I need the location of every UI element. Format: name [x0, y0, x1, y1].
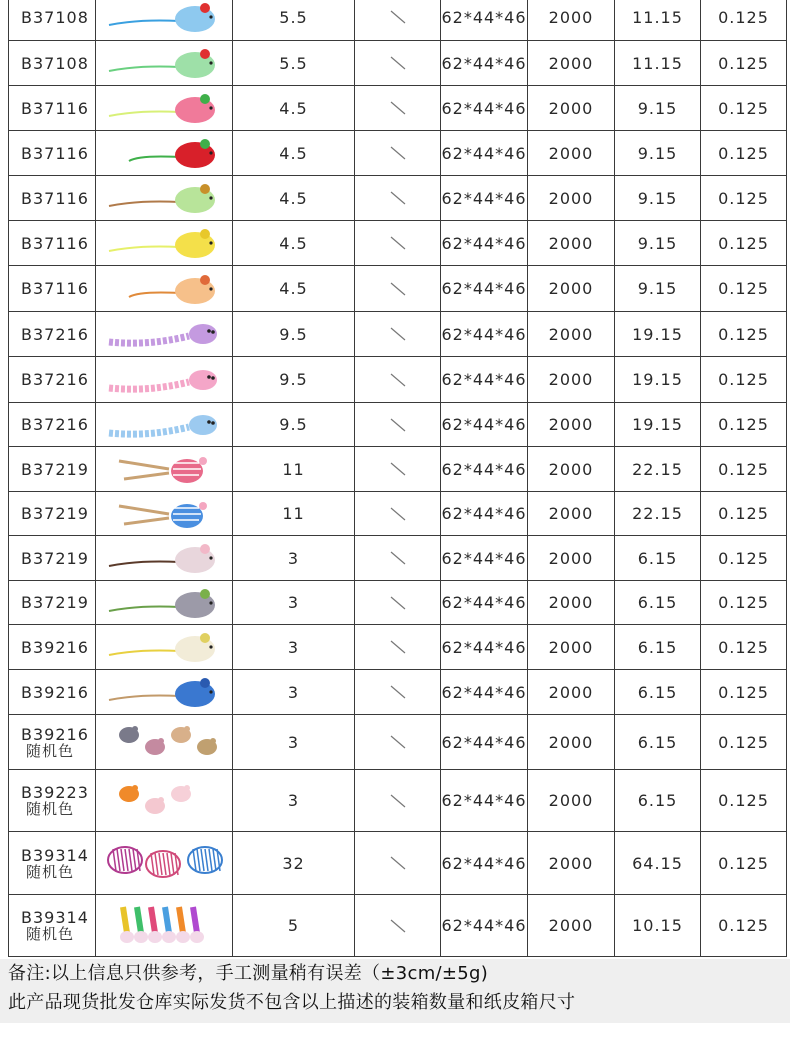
weight-cell: 5.5	[233, 0, 355, 41]
item-code-cell	[9, 895, 96, 957]
weight-cell: 3	[233, 670, 355, 715]
table-row	[9, 581, 787, 625]
volume-cell: 0.125	[701, 176, 787, 221]
volume-cell: 0.125	[701, 221, 787, 266]
remark-line-1: 备注:以上信息只供参考，手工测量稍有误差（±3cm/±5g)	[8, 963, 489, 984]
table-row	[9, 625, 787, 670]
weight-cell: 11	[233, 492, 355, 536]
cream-mouse-image	[96, 625, 233, 670]
quantity-cell: 2000	[528, 0, 615, 41]
carton-size-cell: 62*44*46	[441, 403, 528, 447]
slash-cell	[355, 86, 441, 131]
quantity-cell: 2000	[528, 176, 615, 221]
gross-weight-cell: 19.15	[615, 403, 701, 447]
stacked-mice-image	[96, 770, 233, 832]
item-code-cell	[9, 670, 96, 715]
gross-weight-cell: 6.15	[615, 670, 701, 715]
pink-sisal-feather-mouse-image	[96, 447, 233, 492]
item-code-cell	[9, 832, 96, 895]
feather-mice-image	[96, 895, 233, 957]
pink-grey-mouse-image	[96, 536, 233, 581]
item-code-cell	[9, 581, 96, 625]
slash-cell	[355, 581, 441, 625]
quantity-cell: 2000	[528, 895, 615, 957]
item-code: B39314	[21, 845, 89, 865]
volume-cell: 0.125	[701, 86, 787, 131]
gross-weight-cell: 9.15	[615, 176, 701, 221]
carton-size-cell: 62*44*46	[441, 715, 528, 770]
blue-sisal-feather-mouse-image	[96, 492, 233, 536]
green-plush-mouse-image	[96, 41, 233, 86]
weight-cell: 4.5	[233, 131, 355, 176]
quantity-cell: 2000	[528, 832, 615, 895]
item-code: B37219	[21, 459, 89, 479]
item-code: B37219	[21, 548, 89, 568]
item-code-cell	[9, 357, 96, 403]
gross-weight-cell: 9.15	[615, 266, 701, 312]
volume-cell: 0.125	[701, 312, 787, 357]
weight-cell: 5.5	[233, 41, 355, 86]
volume-cell: 0.125	[701, 625, 787, 670]
striped-mice-image	[96, 832, 233, 895]
volume-cell: 0.125	[701, 266, 787, 312]
volume-cell: 0.125	[701, 832, 787, 895]
remark-line-2: 此产品现货批发仓库实际发货不包含以上描述的装箱数量和纸皮箱尺寸	[8, 992, 576, 1013]
weight-cell: 4.5	[233, 176, 355, 221]
table-row	[9, 0, 787, 41]
item-code: B37116	[21, 188, 89, 208]
weight-cell: 3	[233, 581, 355, 625]
weight-cell: 32	[233, 832, 355, 895]
weight-cell: 3	[233, 625, 355, 670]
item-code: B39216	[21, 682, 89, 702]
volume-cell: 0.125	[701, 492, 787, 536]
slash-cell	[355, 131, 441, 176]
weight-cell: 5	[233, 895, 355, 957]
volume-cell: 0.125	[701, 670, 787, 715]
weight-cell: 9.5	[233, 357, 355, 403]
slash-cell	[355, 625, 441, 670]
carton-size-cell: 62*44*46	[441, 176, 528, 221]
table-row	[9, 832, 787, 895]
carton-size-cell: 62*44*46	[441, 832, 528, 895]
volume-cell: 0.125	[701, 715, 787, 770]
gross-weight-cell: 9.15	[615, 131, 701, 176]
pink-braided-mouse-image	[96, 357, 233, 403]
item-code-cell	[9, 625, 96, 670]
yellow-mouse-image	[96, 221, 233, 266]
quantity-cell: 2000	[528, 131, 615, 176]
carton-size-cell: 62*44*46	[441, 266, 528, 312]
volume-cell: 0.125	[701, 357, 787, 403]
color-note: 随机色	[26, 862, 75, 881]
quantity-cell: 2000	[528, 266, 615, 312]
item-code: B39223	[21, 783, 89, 802]
item-code: B37216	[21, 324, 89, 344]
item-code: B37108	[21, 7, 89, 27]
gross-weight-cell: 11.15	[615, 0, 701, 41]
table-row	[9, 536, 787, 581]
carton-size-cell: 62*44*46	[441, 770, 528, 832]
weight-cell: 4.5	[233, 266, 355, 312]
quantity-cell: 2000	[528, 221, 615, 266]
gross-weight-cell: 11.15	[615, 41, 701, 86]
slash-cell	[355, 492, 441, 536]
table-row	[9, 357, 787, 403]
gross-weight-cell: 6.15	[615, 581, 701, 625]
item-code: B39314	[21, 908, 89, 927]
carton-size-cell: 62*44*46	[441, 581, 528, 625]
volume-cell: 0.125	[701, 447, 787, 492]
table-row	[9, 221, 787, 266]
light-green-mouse-image	[96, 176, 233, 221]
table-row	[9, 770, 787, 832]
carton-size-cell: 62*44*46	[441, 895, 528, 957]
carton-size-cell: 62*44*46	[441, 41, 528, 86]
blue-plush-mouse-image	[96, 0, 233, 41]
table-row	[9, 670, 787, 715]
carton-size-cell: 62*44*46	[441, 86, 528, 131]
slash-cell	[355, 176, 441, 221]
gross-weight-cell: 6.15	[615, 625, 701, 670]
weight-cell: 3	[233, 715, 355, 770]
item-code: B37219	[21, 593, 89, 612]
gross-weight-cell: 22.15	[615, 492, 701, 536]
slash-cell	[355, 447, 441, 492]
item-code: B37116	[21, 233, 89, 253]
volume-cell: 0.125	[701, 770, 787, 832]
volume-cell: 0.125	[701, 581, 787, 625]
gross-weight-cell: 19.15	[615, 312, 701, 357]
weight-cell: 11	[233, 447, 355, 492]
item-code: B37108	[21, 53, 89, 73]
carton-size-cell: 62*44*46	[441, 492, 528, 536]
item-code-cell	[9, 770, 96, 832]
gross-weight-cell: 9.15	[615, 221, 701, 266]
table-row	[9, 131, 787, 176]
quantity-cell: 2000	[528, 670, 615, 715]
table-row	[9, 41, 787, 86]
weight-cell: 9.5	[233, 403, 355, 447]
gross-weight-cell: 6.15	[615, 536, 701, 581]
item-code-cell	[9, 41, 96, 86]
table-row	[9, 312, 787, 357]
slash-cell	[355, 770, 441, 832]
slash-cell	[355, 312, 441, 357]
volume-cell: 0.125	[701, 131, 787, 176]
gross-weight-cell: 10.15	[615, 895, 701, 957]
remarks-panel	[0, 959, 790, 1023]
item-code-cell	[9, 221, 96, 266]
peach-mouse-image	[96, 266, 233, 312]
pink-strawberry-mouse-image	[96, 86, 233, 131]
quantity-cell: 2000	[528, 715, 615, 770]
gross-weight-cell: 6.15	[615, 715, 701, 770]
gross-weight-cell: 6.15	[615, 770, 701, 832]
mini-mice-group-image	[96, 715, 233, 770]
quantity-cell: 2000	[528, 403, 615, 447]
item-code: B37116	[21, 143, 89, 163]
carton-size-cell: 62*44*46	[441, 536, 528, 581]
item-code: B37116	[21, 279, 89, 298]
quantity-cell: 2000	[528, 492, 615, 536]
slash-cell	[355, 266, 441, 312]
item-code-cell	[9, 176, 96, 221]
item-code-cell	[9, 131, 96, 176]
weight-cell: 3	[233, 770, 355, 832]
item-code-cell	[9, 536, 96, 581]
color-note: 随机色	[26, 800, 75, 818]
weight-cell: 4.5	[233, 86, 355, 131]
volume-cell: 0.125	[701, 403, 787, 447]
quantity-cell: 2000	[528, 447, 615, 492]
slash-cell	[355, 895, 441, 957]
slash-cell	[355, 403, 441, 447]
slash-cell	[355, 715, 441, 770]
carton-size-cell: 62*44*46	[441, 0, 528, 41]
table-row	[9, 86, 787, 131]
table-row	[9, 176, 787, 221]
gross-weight-cell: 19.15	[615, 357, 701, 403]
volume-cell: 0.125	[701, 895, 787, 957]
slash-cell	[355, 536, 441, 581]
item-code-cell	[9, 492, 96, 536]
volume-cell: 0.125	[701, 41, 787, 86]
item-code-cell	[9, 86, 96, 131]
item-code: B37216	[21, 370, 89, 389]
quantity-cell: 2000	[528, 357, 615, 403]
gross-weight-cell: 64.15	[615, 832, 701, 895]
slash-cell	[355, 41, 441, 86]
item-code-cell	[9, 312, 96, 357]
blue-sisal-mouse-image	[96, 670, 233, 715]
item-code: B37116	[21, 98, 89, 118]
table-row	[9, 895, 787, 957]
carton-size-cell: 62*44*46	[441, 221, 528, 266]
item-code-cell	[9, 447, 96, 492]
carton-size-cell: 62*44*46	[441, 670, 528, 715]
color-note: 随机色	[26, 925, 75, 943]
red-strawberry-mouse-image	[96, 131, 233, 176]
carton-size-cell: 62*44*46	[441, 625, 528, 670]
color-note: 随机色	[26, 741, 75, 760]
quantity-cell: 2000	[528, 581, 615, 625]
carton-size-cell: 62*44*46	[441, 131, 528, 176]
gross-weight-cell: 22.15	[615, 447, 701, 492]
slash-cell	[355, 221, 441, 266]
slash-cell	[355, 832, 441, 895]
item-code: B39216	[21, 637, 89, 657]
weight-cell: 3	[233, 536, 355, 581]
item-code-cell	[9, 0, 96, 41]
weight-cell: 9.5	[233, 312, 355, 357]
weight-cell: 4.5	[233, 221, 355, 266]
grey-mouse-image	[96, 581, 233, 625]
item-code-cell	[9, 403, 96, 447]
table-row	[9, 492, 787, 536]
slash-cell	[355, 670, 441, 715]
volume-cell: 0.125	[701, 0, 787, 41]
item-code: B37219	[21, 504, 89, 523]
quantity-cell: 2000	[528, 86, 615, 131]
purple-braided-mouse-image	[96, 312, 233, 357]
item-code-cell	[9, 715, 96, 770]
table-row	[9, 403, 787, 447]
item-code-cell	[9, 266, 96, 312]
carton-size-cell: 62*44*46	[441, 447, 528, 492]
carton-size-cell: 62*44*46	[441, 312, 528, 357]
table-row	[9, 715, 787, 770]
table-row	[9, 447, 787, 492]
item-code: B37216	[21, 415, 89, 434]
blue-braided-mouse-image	[96, 403, 233, 447]
slash-cell	[355, 0, 441, 41]
quantity-cell: 2000	[528, 41, 615, 86]
quantity-cell: 2000	[528, 312, 615, 357]
item-code: B39216	[21, 724, 89, 744]
quantity-cell: 2000	[528, 625, 615, 670]
quantity-cell: 2000	[528, 536, 615, 581]
slash-cell	[355, 357, 441, 403]
table-row	[9, 266, 787, 312]
quantity-cell: 2000	[528, 770, 615, 832]
product-spec-table	[8, 0, 787, 957]
volume-cell: 0.125	[701, 536, 787, 581]
carton-size-cell: 62*44*46	[441, 357, 528, 403]
gross-weight-cell: 9.15	[615, 86, 701, 131]
